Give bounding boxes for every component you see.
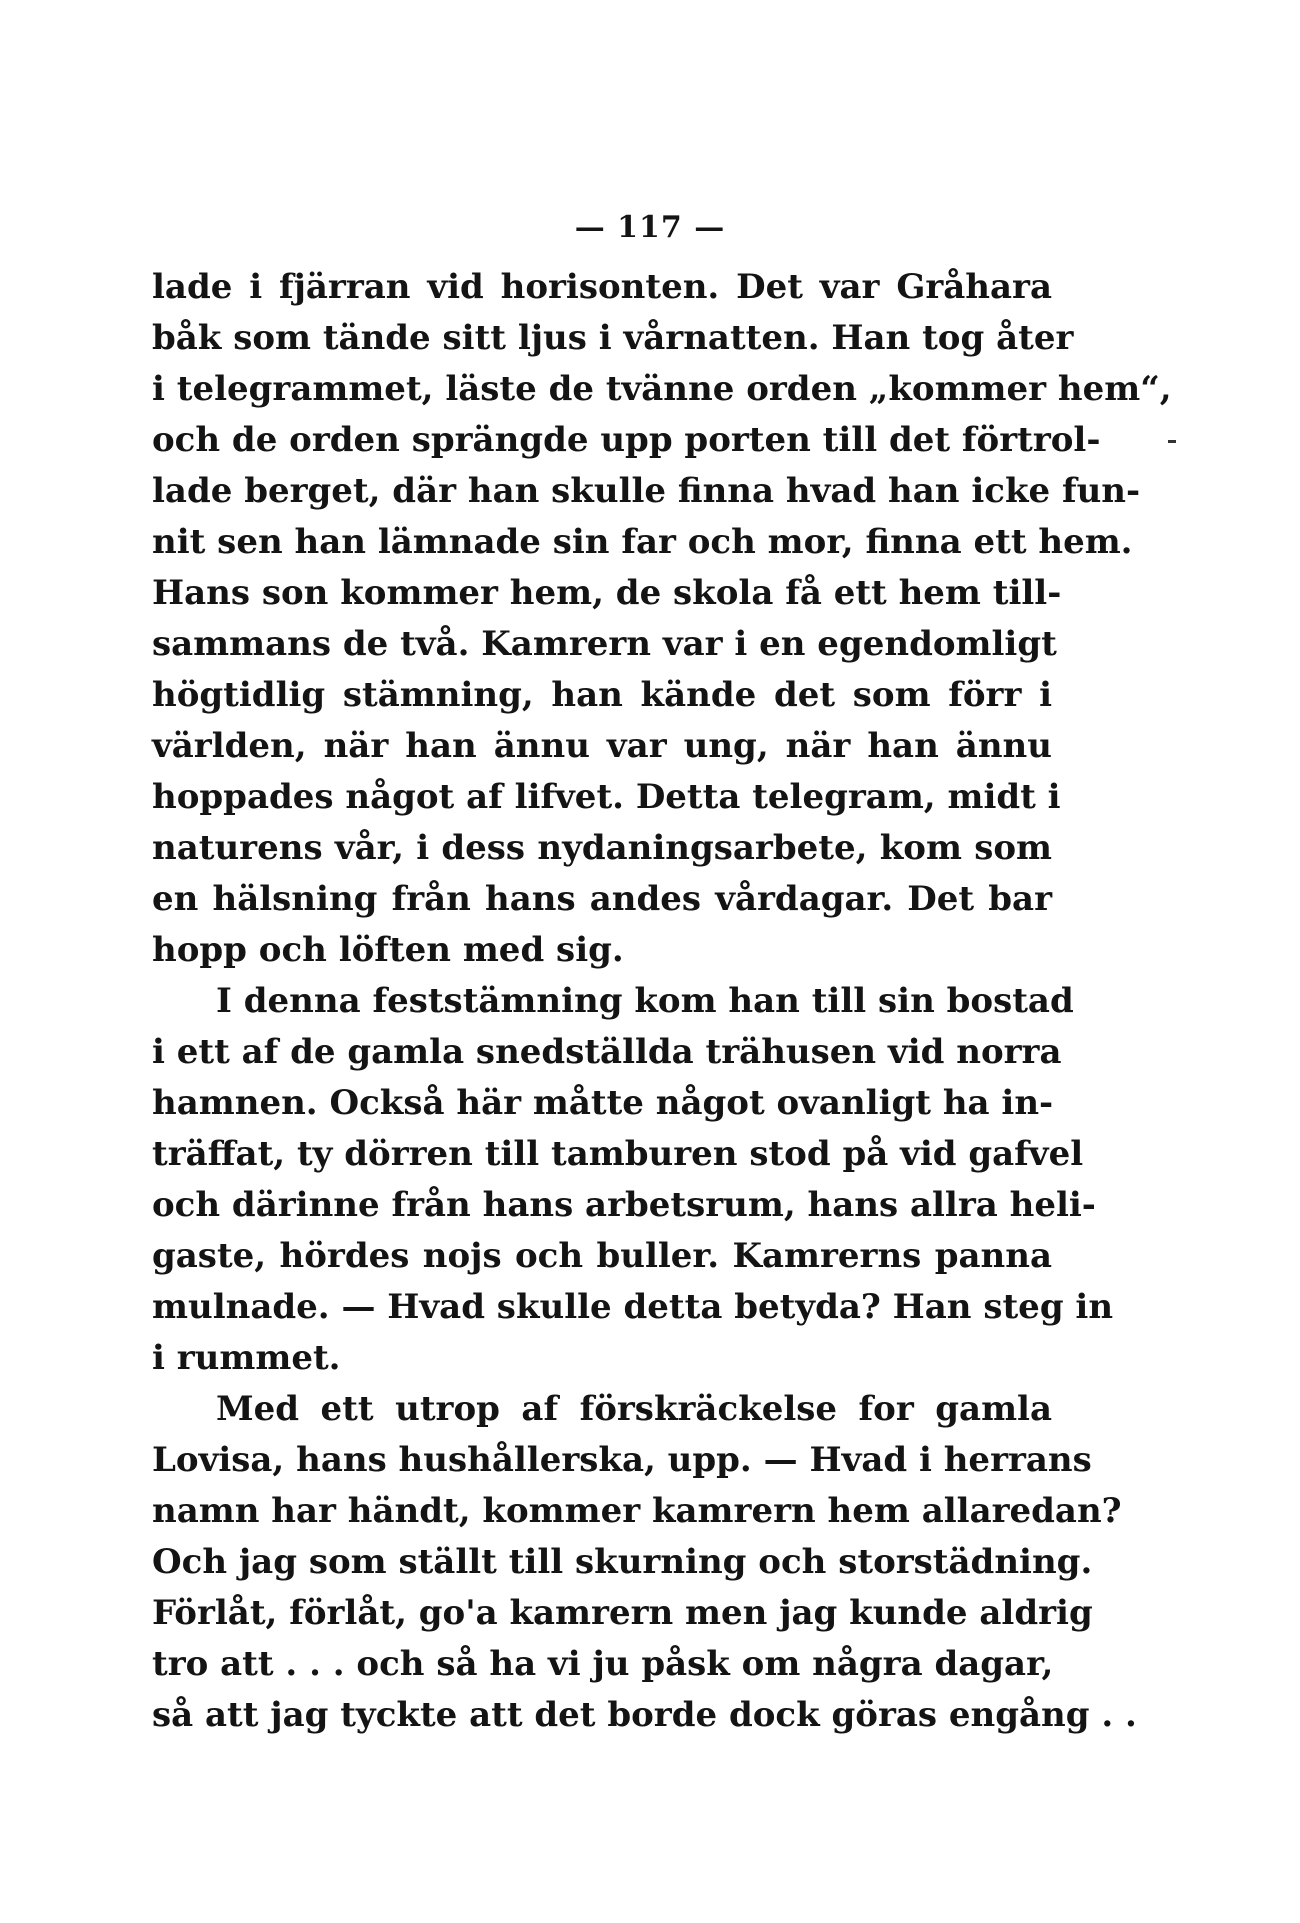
text-line: tro att . . . och så ha vi ju påsk om några dagar,: [152, 1644, 1054, 1684]
text-line: mulnade. — Hvad skulle detta betyda? Han steg in: [152, 1287, 1114, 1327]
text-line: lade berget, där han skulle finna hvad han icke fun-: [152, 471, 1141, 511]
text-line: nit sen han lämnade sin far och mor, finna ett hem.: [152, 522, 1133, 562]
text-line: Med ett utrop af förskräckelse for gamla: [216, 1389, 1052, 1429]
text-line: en hälsning från hans andes vårdagar. Det bar: [152, 879, 1052, 919]
text-line: naturens vår, i dess nydaningsarbete, kom som: [152, 828, 1052, 868]
text-line: hamnen. Också här måtte något ovanligt ha in-: [152, 1083, 1054, 1123]
text-line: Förlåt, förlåt, go'a kamrern men jag kunde aldrig: [152, 1593, 1093, 1633]
text-line: så att jag tyckte att det borde dock göras engång . .: [152, 1695, 1137, 1735]
text-line: träffat, ty dörren till tamburen stod på vid gafvel: [152, 1134, 1084, 1174]
text-line: Lovisa, hans hushållerska, upp. — Hvad i herrans: [152, 1440, 1092, 1480]
text-line: sammans de två. Kamrern var i en egendomligt: [152, 624, 1057, 664]
text-line: Och jag som ställt till skurning och storstädning.: [152, 1542, 1093, 1582]
page-number: — 117 —: [574, 210, 726, 245]
text-line: båk som tände sitt ljus i vårnatten. Han tog åter: [152, 318, 1074, 358]
body-text: [152, 262, 1172, 1741]
text-line: lade i fjärran vid horisonten. Det var Gråhara: [152, 267, 1052, 307]
text-line: I denna feststämning kom han till sin bostad: [216, 981, 1074, 1021]
text-line: världen, när han ännu var ung, när han ännu: [152, 726, 1052, 766]
text-line: hopp och löften med sig.: [152, 930, 624, 970]
text-line: och de orden sprängde upp porten till det förtrol-: [152, 420, 1101, 460]
text-line: gaste, hördes nojs och buller. Kamrerns panna: [152, 1236, 1052, 1276]
text-line: namn har händt, kommer kamrern hem allaredan?: [152, 1491, 1122, 1531]
stray-ink-mark: [1168, 440, 1176, 443]
text-line: högtidlig stämning, han kände det som förr i: [152, 675, 1052, 715]
text-line: hoppades något af lifvet. Detta telegram, midt i: [152, 777, 1061, 817]
text-line: i ett af de gamla snedställda trähusen vid norra: [152, 1032, 1062, 1072]
text-line: i rummet.: [152, 1338, 341, 1378]
text-line: Hans son kommer hem, de skola få ett hem till-: [152, 573, 1062, 613]
text-line: i telegrammet, läste de tvänne orden „kommer hem“,: [152, 369, 1172, 409]
text-line: och därinne från hans arbetsrum, hans allra heli-: [152, 1185, 1096, 1225]
